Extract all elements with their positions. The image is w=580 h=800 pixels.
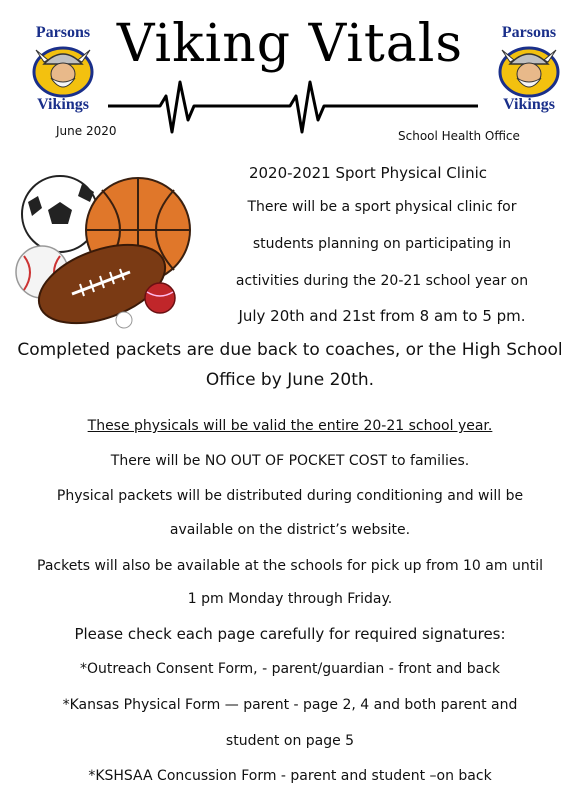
parsons-vikings-logo-right [488,24,570,116]
logo-right-top-text: Parsons [501,24,557,41]
cost-suffix: to families. [387,453,470,469]
newsletter-title: Viking Vitals [116,14,464,74]
clinic-intro-line-2: students planning on participating in [252,236,512,252]
signatures-heading: Please check each page carefully for required signatures: [74,625,506,643]
cost-emphasis: NO OUT OF POCKET COST [204,453,388,469]
logo-left-bottom-text: Vikings [37,96,89,113]
signature-item-concussion: *KSHSAA Concussion Form - parent and student –on back [88,768,492,784]
viking-mascot-icon [496,42,562,98]
pickup-line-1: Packets will also be available at the schools for pick up from 10 am until [37,558,543,574]
logo-right-bottom-text: Vikings [503,96,555,113]
packets-due-line-2: Office by June 20th. [205,370,375,390]
signature-item-kansas-physical-cont: student on page 5 [225,733,355,749]
distribution-line-1: Physical packets will be distributed during conditioning and will be [56,488,524,504]
cost-prefix: There will be [110,453,205,469]
clinic-intro-line-3: activities during the 20-21 school year on [235,273,529,289]
clinic-heading: 2020-2021 Sport Physical Clinic [248,164,488,182]
cost-note [0,453,580,469]
clinic-dates: July 20th and 21st from 8 am to 5 pm. [238,307,526,325]
viking-mascot-icon [30,42,96,98]
golf-ball-icon [116,312,132,328]
pickup-line-2: 1 pm Monday through Friday. [187,591,393,607]
logo-left-top-text: Parsons [35,24,91,41]
signature-item-kansas-physical: *Kansas Physical Form — parent - page 2, 4 and both parent and [62,697,518,713]
distribution-line-2: available on the district’s website. [169,522,411,538]
validity-note: These physicals will be valid the entire 20-21 school year. [87,418,493,434]
cricket-ball-icon [145,283,175,313]
issue-date: June 2020 [56,124,117,138]
school-health-office: School Health Office [398,129,520,143]
packets-due-line-1: Completed packets are due back to coaches, or the High School [17,340,563,360]
sports-balls-illustration [10,172,196,332]
signature-item-outreach: *Outreach Consent Form, - parent/guardian - front and back [79,661,501,677]
parsons-vikings-logo-left [22,24,104,116]
clinic-intro-line-1: There will be a sport physical clinic for [247,199,517,215]
